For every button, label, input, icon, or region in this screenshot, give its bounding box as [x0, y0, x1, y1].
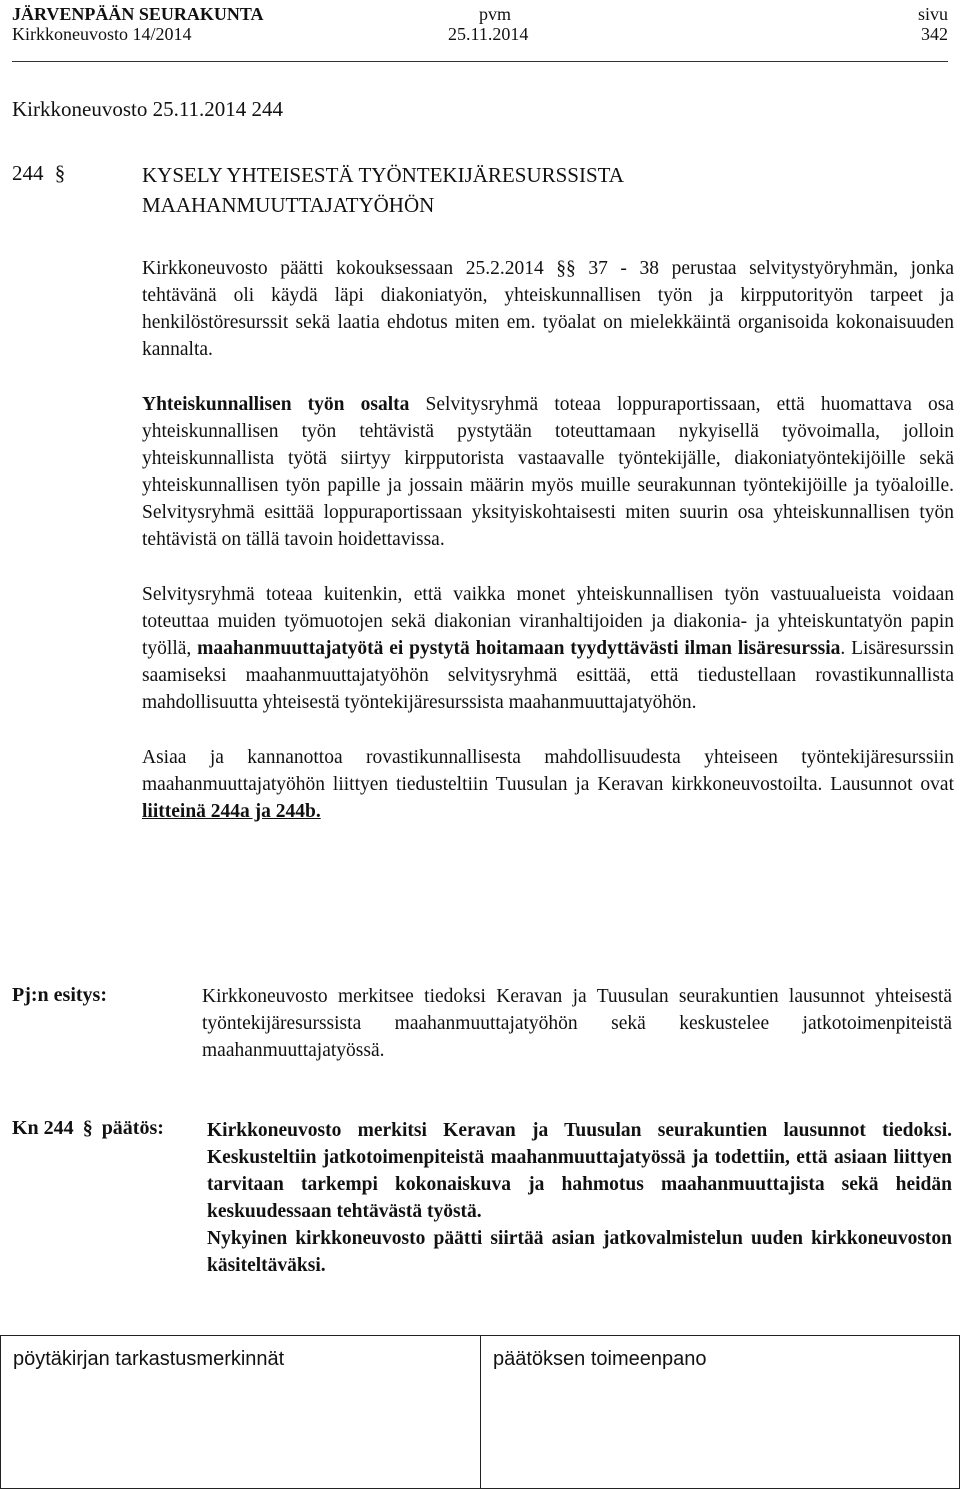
review-marks-label: pöytäkirjan tarkastusmerkinnät: [13, 1348, 285, 1370]
paragraph-social-work-heading: Yhteiskunnallisen työn osalta: [142, 394, 410, 415]
paragraph-social-work-text: Selvitysryhmä toteaa loppuraportissaan, että huomattava osa yhteiskunnallisen työn tehtävistä pystytään toteuttamaan nykyisellä työvoimalla, jolloin yhteiskunnallista työtä siirtyy kirpputorista vastaavalle työntekijälle, diakoniatyöntekijöille sekä yhteiskunnallisen työn papille ja jossain määrin myös muille seurakunnan työntekijöille ja työaloille. Selvitysryhmä esittää loppuraportissaan yksityiskohtaisesti miten suurin osa yhteiskunnallisen työn tehtävistä on tällä tavoin hoidettavissa.: [142, 394, 954, 550]
paragraph-social-work: [142, 391, 954, 553]
paragraph-background: Kirkkoneuvosto päätti kokouksessaan 25.2.2014 §§ 37 - 38 perustaa selvitystyöryhmän, jonka tehtävänä oli käydä läpi diakoniatyön, yhteiskunnallisen työn ja kirpputorityön tarpeet ja henkilöstöresurssit sekä laatia ehdotus miten em. työalat on mielekkäintä organisoida kokonaisuuden kannalta.: [142, 258, 954, 360]
item-title-line1: KYSELY YHTEISESTÄ TYÖNTEKIJÄRESURSSISTA: [142, 163, 624, 187]
decision-paragraph-mark: §: [82, 1117, 93, 1139]
body: [142, 255, 954, 825]
item-number-block: [12, 160, 65, 187]
proposal-label: Pj:n esitys:: [12, 984, 107, 1006]
proposal-text: Kirkkoneuvosto merkitsee tiedoksi Keravan ja Tuusulan seurakuntien lausunnot yhteisestä työntekijäresurssista maahanmuuttajatyöhön sekä keskustelee jatkotoimenpiteistä maahanmuuttajatyössä.: [202, 986, 952, 1061]
paragraph-immigrant-work: [142, 581, 954, 716]
attachments-link[interactable]: liitteinä 244a ja 244b.: [142, 801, 321, 822]
meeting-number: Kirkkoneuvosto 14/2014: [12, 24, 192, 44]
footer-cell-left: [1, 1336, 481, 1488]
decision-label: [12, 1117, 164, 1140]
paragraph-immigrant-work-emphasis: maahanmuuttajatyötä ei pystytä hoitamaan tyydyttävästi ilman lisäresurssia: [197, 638, 841, 659]
header-rule: [12, 61, 948, 62]
page-label: sivu: [917, 4, 948, 24]
paragraph-mark: §: [54, 161, 66, 185]
paragraph-statements: [142, 744, 954, 825]
org-name: JÄRVENPÄÄN SEURAKUNTA: [12, 4, 264, 24]
decision-text-2: Nykyinen kirkkoneuvosto päätti siirtää asian jatkovalmistelun uuden kirkkoneuvoston käsiteltäväksi.: [207, 1228, 952, 1276]
implementation-label: päätöksen toimeenpano: [493, 1348, 707, 1370]
item-title: [142, 160, 624, 220]
decision-label-post: päätös:: [101, 1117, 164, 1139]
paragraph-statements-text: Asiaa ja kannanottoa rovastikunnallisesta mahdollisuudesta yhteiseen työntekijäresurssiin maahanmuuttajatyöhön liittyen tiedusteltiin Tuusulan ja Keravan kirkkoneuvostoilta. Lausunnot ovat: [142, 747, 954, 795]
item-number: 244: [12, 161, 44, 185]
decision-text-1: Kirkkoneuvosto merkitsi Keravan ja Tuusulan seurakuntien lausunnot tiedoksi. Keskusteltiin jatkotoimenpiteistä maahanmuuttajatyössä ja todettiin, että asiaan liittyen tarvitaan tarkempi kokonaiskuva ja hahmotus maahanmuuttajista sekä heidän keskuudessaan tehtävästä työstä.: [207, 1120, 952, 1222]
decision-text: [207, 1117, 952, 1279]
decision-label-pre: Kn 244: [12, 1117, 74, 1139]
date-label: pvm: [478, 4, 511, 24]
paragraph-immigrant-work-text-b: . Lisäresurssin saamiseksi maahanmuuttajatyöhön selvitysryhmä esittää, että tiedustellaan rovastikunnallista mahdollisuutta yhteisestä työntekijäresurssista maahanmuuttajatyöhön.: [142, 638, 954, 713]
footer-box: [0, 1335, 960, 1489]
paragraph-immigrant-work-text-a: Selvitysryhmä toteaa kuitenkin, että vaikka monet yhteiskunnallisen työn vastuualueista voidaan toteuttaa muiden työmuotojen sekä diakonian viranhaltijoiden ja diakonia- ja yhteiskuntatyön papin työllä,: [142, 584, 954, 659]
meeting-date: 25.11.2014: [448, 24, 529, 44]
footer-cell-right: [481, 1336, 959, 1488]
page-number: 342: [921, 24, 948, 44]
section-ref: Kirkkoneuvosto 25.11.2014 244: [12, 97, 284, 121]
item-title-line2: MAAHANMUUTTAJATYÖHÖN: [142, 193, 435, 217]
